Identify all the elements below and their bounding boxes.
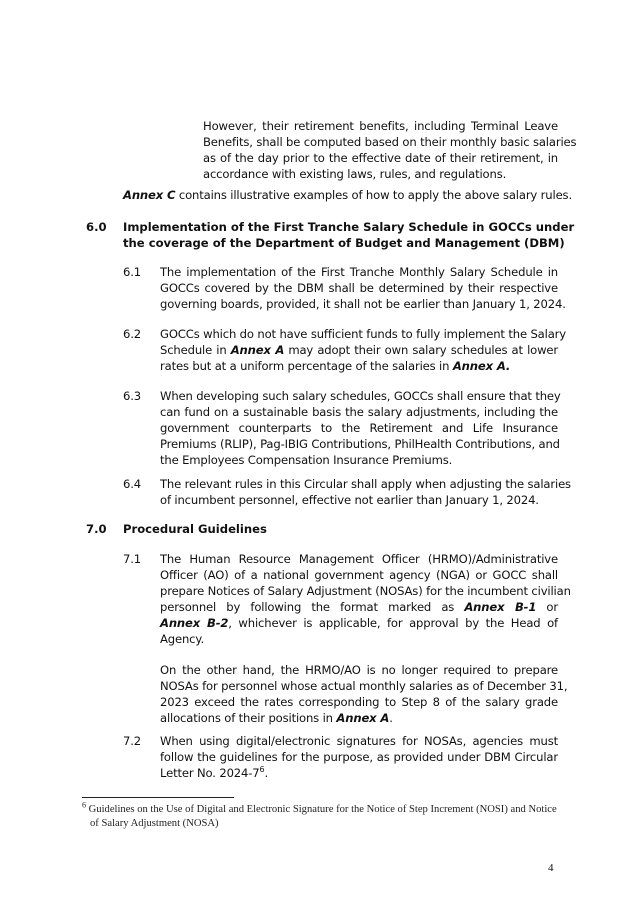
heading-line: Implementation of the First Tranche Salary Schedule in GOCCs under: [123, 220, 575, 234]
para-line: [160, 615, 558, 631]
para-text: allocations of their positions in: [160, 711, 337, 725]
para-text: .: [389, 711, 393, 725]
para-7-2-number: 7.2: [123, 734, 141, 748]
para-line: of incumbent personnel, effective not earlier than January 1, 2024.: [160, 493, 539, 507]
para-line: NOSAs for personnel whose actual monthly salaries as of December 31,: [160, 679, 568, 693]
para-line: government counterparts to the Retirement and Life Insurance: [160, 421, 558, 435]
para-6-3-number: 6.3: [123, 389, 141, 403]
para-line: [160, 765, 558, 781]
para-line: Officer (AO) of a national government agency (NGA) or GOCC shall: [160, 568, 558, 582]
annex-a-ref: Annex A: [336, 711, 390, 725]
page-number: 4: [548, 862, 554, 874]
section-7-heading: Procedural Guidelines: [123, 522, 267, 536]
footnote: [82, 800, 558, 831]
para-line: [160, 342, 558, 358]
para-text: may adopt their own salary schedules at lower: [284, 343, 559, 357]
para-line: Agency.: [160, 632, 204, 646]
para-line: The implementation of the First Tranche Monthly Salary Schedule in: [160, 265, 558, 279]
para-line: When using digital/electronic signatures for NOSAs, agencies must: [160, 734, 558, 748]
para-line: [160, 358, 558, 374]
para-line: the Employees Compensation Insurance Premiums.: [160, 453, 453, 467]
intro-line: as of the day prior to the effective date of their retirement, in: [203, 151, 558, 165]
para-7-2: [160, 733, 558, 781]
para-6-2-number: 6.2: [123, 327, 141, 341]
annex-b1-ref: Annex B-1: [464, 600, 537, 614]
para-6-4-number: 6.4: [123, 477, 141, 491]
intro-line: However, their retirement benefits, including Terminal Leave: [203, 119, 558, 133]
para-text: , whichever is applicable, for approval by the Head of: [228, 616, 558, 630]
para-line: prepare Notices of Salary Adjustment (NOSAs) for the incumbent civilian: [160, 584, 571, 598]
annex-b2-ref: Annex B-2: [160, 616, 229, 630]
footnote-text: of Salary Adjustment (NOSA): [90, 818, 219, 829]
footnote-text: Guidelines on the Use of Digital and Electronic Signature for the Notice of Step Increment (NOSI) and Notice: [86, 804, 557, 815]
para-6-3: [160, 388, 561, 468]
annex-c-note: [123, 187, 572, 203]
para-6-4: [160, 476, 571, 508]
footnote-divider: [82, 797, 234, 798]
para-line: [160, 710, 558, 726]
para-line: [160, 599, 558, 615]
para-6-2: [160, 326, 566, 374]
footnote-ref: 6: [259, 765, 265, 775]
para-7-1-continued: [160, 662, 568, 726]
section-7-number: 7.0: [86, 522, 107, 536]
heading-line: the coverage of the Department of Budget and Management (DBM): [123, 236, 565, 250]
para-line: GOCCs which do not have sufficient funds to fully implement the Salary: [160, 327, 566, 341]
intro-line: accordance with existing laws, rules, and regulations.: [203, 167, 507, 181]
annex-c-text: contains illustrative examples of how to apply the above salary rules.: [175, 188, 572, 202]
annex-a-ref: Annex A.: [452, 359, 511, 373]
para-line: Premiums (RLIP), Pag-IBIG Contributions, PhilHealth Contributions, and: [160, 437, 560, 451]
para-line: governing boards, provided, it shall not be earlier than January 1, 2024.: [160, 297, 566, 311]
para-line: The Human Resource Management Officer (HRMO)/Administrative: [160, 552, 558, 566]
para-text: Letter No. 2024-7: [160, 766, 260, 780]
para-line: 2023 exceed the rates corresponding to Step 8 of the salary grade: [160, 695, 558, 709]
footnote-line: [82, 800, 558, 817]
section-6-heading: [123, 219, 575, 251]
annex-c-ref: Annex C: [123, 188, 176, 202]
intro-line: Benefits, shall be computed based on their monthly basic salaries: [203, 135, 577, 149]
para-line: can fund on a sustainable basis the salary adjustments, including the: [160, 405, 558, 419]
section-6-number: 6.0: [86, 220, 107, 234]
para-text: .: [264, 766, 269, 780]
para-6-1: [160, 264, 566, 312]
para-line: follow the guidelines for the purpose, as provided under DBM Circular: [160, 750, 558, 764]
para-6-1-number: 6.1: [123, 265, 141, 279]
para-text: rates but at a uniform percentage of the salaries in: [160, 359, 453, 373]
para-7-1: [160, 551, 571, 647]
footnote-marker: 6: [82, 800, 86, 810]
intro-paragraph: [203, 118, 577, 182]
para-text: or: [536, 600, 558, 614]
para-line: When developing such salary schedules, GOCCs shall ensure that they: [160, 389, 561, 403]
para-7-1-number: 7.1: [123, 552, 141, 566]
para-text: personnel by following the format marked as: [160, 600, 465, 614]
para-text: Schedule in: [160, 343, 231, 357]
para-line: On the other hand, the HRMO/AO is no longer required to prepare: [160, 663, 558, 677]
para-line: GOCCs covered by the DBM shall be determined by their respective: [160, 281, 558, 295]
annex-a-ref: Annex A: [230, 343, 285, 357]
para-line: The relevant rules in this Circular shall apply when adjusting the salaries: [160, 477, 571, 491]
